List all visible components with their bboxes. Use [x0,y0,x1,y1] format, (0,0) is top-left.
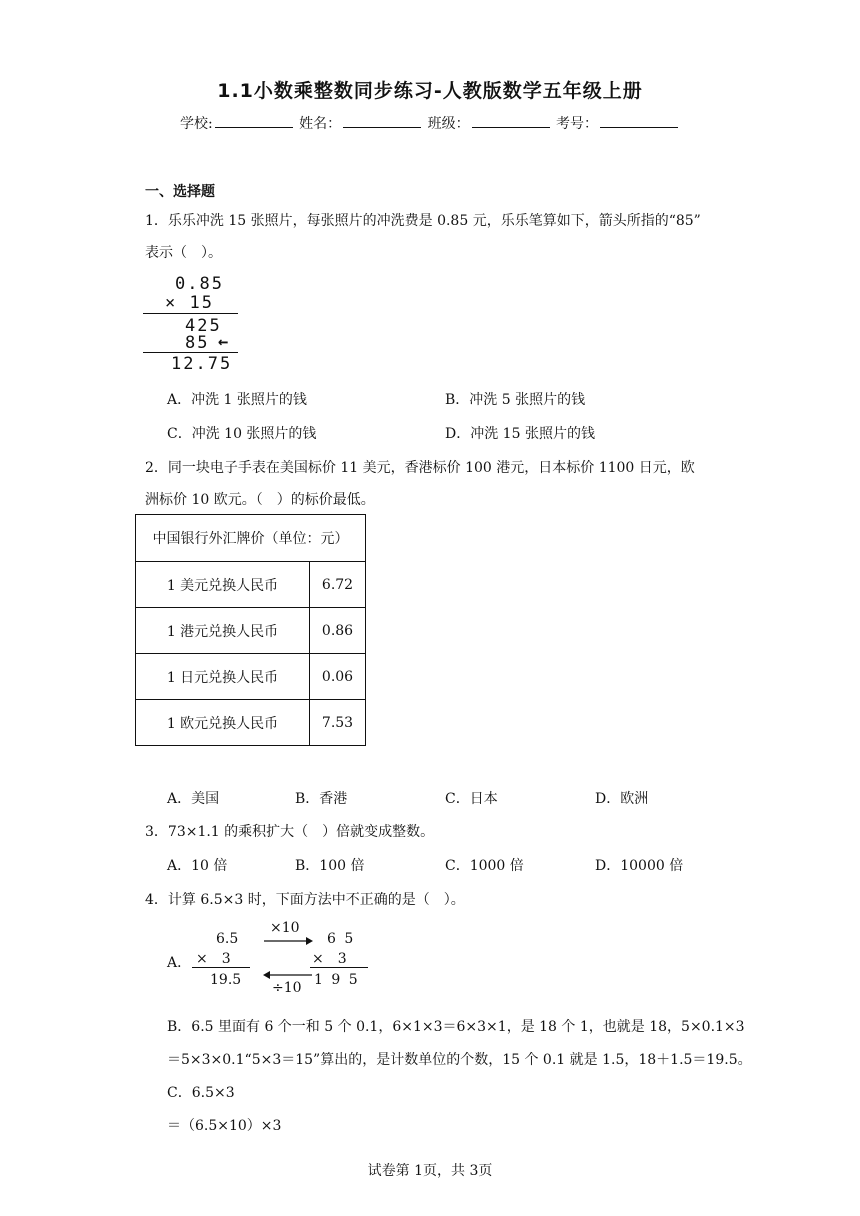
q2-option-d[interactable]: D．欧洲 [595,791,649,807]
q4-option-b-line2[interactable]: ＝5×3×0.1“5×3＝15”算出的，是计数单位的个数，15 个 0.1 就是 1.5，18＋1.5＝19.5。 [167,1052,752,1068]
q3-option-b[interactable]: B．100 倍 [295,858,365,874]
table-row [136,654,366,700]
calc-row1: 0.85 [175,274,224,294]
table-cell-label: 1 欧元兑换人民币 [136,700,310,746]
exam-no-label: 考号： [556,116,599,132]
table-row [136,608,366,654]
q1-option-c[interactable]: C．冲洗 10 张照片的钱 [167,426,317,442]
table-cell-value: 0.86 [310,608,366,654]
student-info-line [0,113,860,133]
calc-arrow-icon: ← [218,332,231,352]
q1-text-line2: 表示（ ）。 [145,245,222,261]
page-title: 1.1小数乘整数同步练习-人教版数学五年级上册 [217,80,643,102]
q1-vertical-multiplication-figure [143,272,253,376]
name-blank [343,113,421,128]
calc-row3: 425 [185,316,222,336]
calc-row5: 12.75 [171,354,233,374]
table-row [136,700,366,746]
q1-option-a[interactable]: A．冲洗 1 张照片的钱 [167,392,307,408]
right-arrow-icon [262,936,314,946]
q4-option-a-label[interactable]: A． [167,955,192,971]
calc-row2: × 15 [165,293,214,313]
class-blank [472,113,550,128]
q2-option-a[interactable]: A．美国 [167,791,220,807]
left-bot: 19.5 [210,972,242,988]
q3-option-a[interactable]: A．10 倍 [167,858,228,874]
bot-op: ÷10 [272,980,302,996]
calc-row4: 85 [185,333,210,353]
calc-line2 [143,352,238,353]
table-cell-label: 1 美元兑换人民币 [136,562,310,608]
table-cell-value: 0.06 [310,654,366,700]
right-bot: 1 9 5 [314,972,360,988]
school-label: 学校: [179,116,213,132]
q1-text-line1: 1．乐乐冲洗 15 张照片，每张照片的冲洗费是 0.85 元，乐乐笔算如下，箭头所指的“85” [145,213,701,229]
class-label: 班级： [427,116,470,132]
q3-option-c[interactable]: C．1000 倍 [445,858,524,874]
q1-option-d[interactable]: D．冲洗 15 张照片的钱 [445,426,595,442]
table-cell-value: 7.53 [310,700,366,746]
left-arrow-icon [262,970,314,980]
right-mid: × 3 [312,951,347,967]
q3-text: 3．73×1.1 的乘积扩大（ ）倍就变成整数。 [145,824,435,840]
exam-no-blank [600,113,678,128]
q2-text-line2: 洲标价 10 欧元。（ ）的标价最低。 [145,492,375,508]
exchange-rate-table [135,514,366,746]
right-rule [310,967,368,968]
q2-option-b[interactable]: B．香港 [295,791,348,807]
table-cell-label: 1 日元兑换人民币 [136,654,310,700]
q3-option-d[interactable]: D．10000 倍 [595,858,684,874]
q2-text-line1: 2．同一块电子手表在美国标价 11 美元，香港标价 100 港元，日本标价 1100 日元，欧 [145,460,695,476]
left-mid: × 3 [196,951,231,967]
table-header-cell: 中国银行外汇牌价（单位：元） [136,515,366,562]
table-cell-label: 1 港元兑换人民币 [136,608,310,654]
left-top: 6.5 [216,931,239,947]
school-blank [215,113,293,128]
top-op: ×10 [270,920,300,936]
table-row [136,562,366,608]
q4-option-c-line2[interactable]: ＝（6.5×10）×3 [167,1118,282,1134]
section-title: 一、选择题 [145,184,215,200]
name-label: 姓名： [299,116,342,132]
q4-option-c-line1[interactable]: C．6.5×3 [167,1085,235,1101]
calc-line1 [143,313,238,314]
right-top: 6 5 [327,931,356,947]
q2-option-c[interactable]: C．日本 [445,791,498,807]
table-cell-value: 6.72 [310,562,366,608]
left-rule [192,967,250,968]
q4-text: 4．计算 6.5×3 时，下面方法中不正确的是（ ）。 [145,892,465,908]
q4-option-b-line1[interactable]: B．6.5 里面有 6 个一和 5 个 0.1，6×1×3＝6×3×1，是 18 个 1，也就是 18，5×0.1×3 [167,1019,745,1035]
q1-option-b[interactable]: B．冲洗 5 张照片的钱 [445,392,586,408]
table-header-row [136,515,366,562]
q4-option-a-figure [192,920,382,1000]
page-footer: 试卷第 1页，共 3页 [367,1163,493,1179]
